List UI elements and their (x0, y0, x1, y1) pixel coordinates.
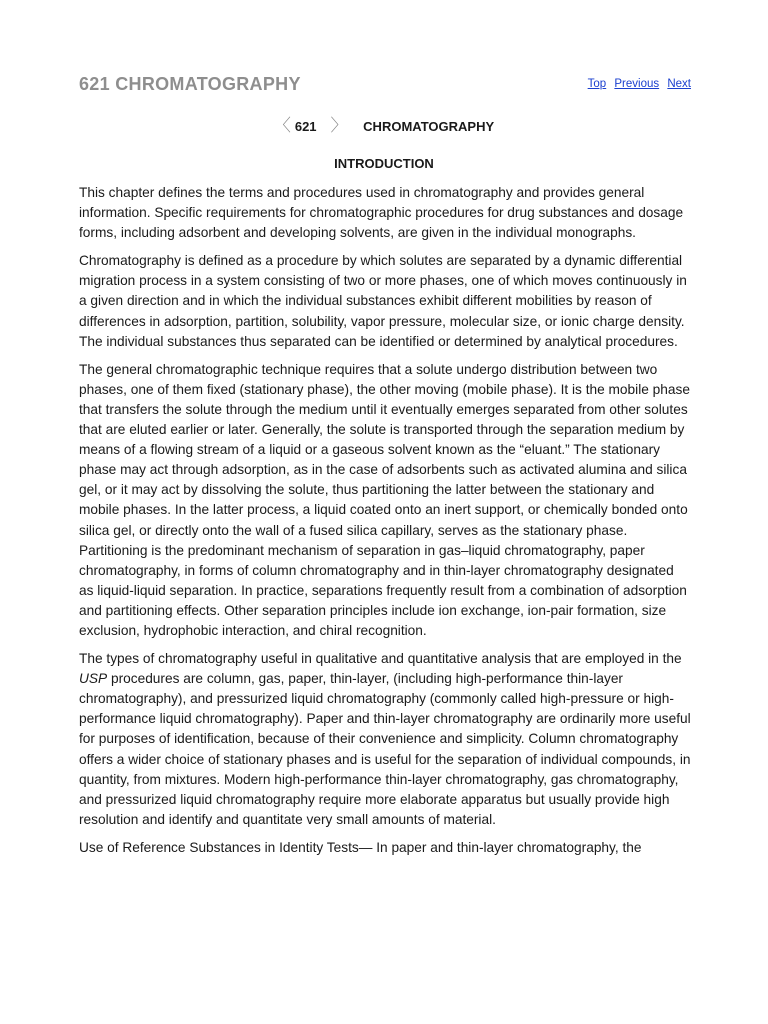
chapter-number: 621 (294, 119, 317, 134)
previous-link[interactable]: Previous (614, 78, 660, 90)
chapter-title: CHROMATOGRAPHY (363, 119, 495, 134)
paragraph-4-start: The types of chromatography useful in qualitative and quantitative analysis that are employed in the (79, 651, 682, 667)
body-text (79, 183, 691, 866)
paragraph-1: This chapter defines the terms and procedures used in chromatography and provides general information. Specific requirements for chromatographic procedures for drug substances and dosage forms, including adsorbent and developing solvents, are given in the individual monographs. (79, 185, 684, 241)
paragraph-3: The general chromatographic technique requires that a solute undergo distribution between two phases, one of them fixed (stationary phase), the other moving (mobile phase). It is the mobile phase that transfers the solute through the medium until it eventually emerges separated from other solutes that are eluted earlier or later. Generally, the solute is transported through the separation medium by means of a flowing stream of a liquid or a gaseous solvent known as the “eluant.” The stationary phase may act through adsorption, as in the case of adsorbents such as activated alumina and silica gel, or it may act by dissolving the solute, thus partitioning the latter between the stationary and mobile phases. In the latter process, a liquid coated onto an inert support, or chemically bonded onto silica gel, or directly onto the wall of a fused silica capillary, serves as the stationary phase. Partitioning is the predominant mechanism of separation in gas–liquid chromatography, paper chromatography, in forms of column chromatography and in thin-layer chromatography designated as liquid-liquid separation. In practice, separations frequently result from a combination of adsorption and partitioning effects. Other separation principles include ion exchange, ion-pair formation, size exclusion, hydrophobic interaction, and chiral recognition. (79, 361, 690, 638)
page-title: 621 CHROMATOGRAPHY (79, 74, 301, 94)
next-link[interactable]: Next (667, 78, 691, 90)
paragraph-5: Use of Reference Substances in Identity Tests— In paper and thin-layer chromatography, the (79, 839, 642, 855)
paragraph-4-end: procedures are column, gas, paper, thin-layer, (including high-performance thin-layer chromatography), and pressurized liquid chromatography (commonly called high-pressure or high-performance liquid chromatography). Paper and thin-layer chromatography are ordinarily more useful for purposes of identification, because of their convenience and simplicity. Column chromatography offers a wider choice of stationary phases and is useful for the separation of individual compounds, in quantity, from mixtures. Modern high-performance thin-layer chromatography, gas chromatography, and pressurized liquid chromatography require more elaborate apparatus but usually provide high resolution and identify and quantitate very small amounts of material. (79, 671, 691, 827)
page-header (79, 72, 691, 100)
paragraph-2: Chromatography is defined as a procedure by which solutes are separated by a dynamic differential migration process in a system consisting of two or more phases, one of which moves continuously in a given direction and in which the individual substances exhibit different mobilities by reason of differences in adsorption, partition, solubility, vapor pressure, molecular size, or ionic charge density. The individual substances thus separated can be identified or determined by analytical procedures. (79, 253, 687, 349)
top-link[interactable]: Top (587, 78, 607, 90)
usp-emphasis: USP (79, 671, 108, 687)
page-navigation (583, 78, 691, 90)
close-bracket: 〉 (330, 116, 348, 135)
chapter-heading (0, 111, 768, 136)
open-bracket: 〈 (273, 116, 291, 135)
section-heading: INTRODUCTION (334, 156, 434, 171)
paragraph-4 (79, 649, 691, 830)
